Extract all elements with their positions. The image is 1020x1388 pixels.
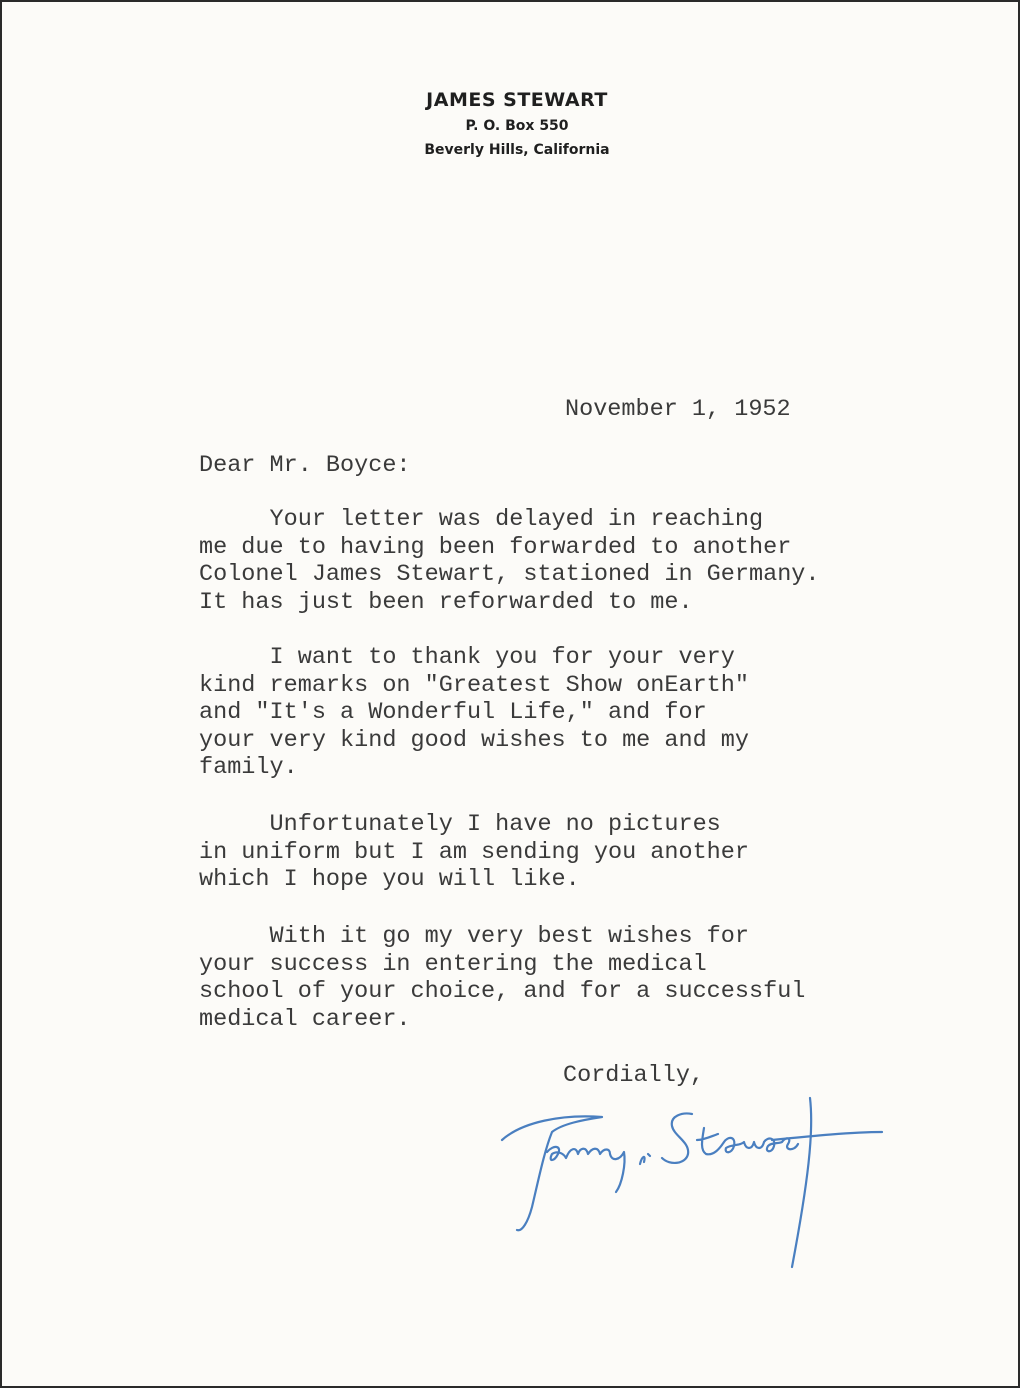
letter-paragraph-2: I want to thank you for your very kind remarks on "Greatest Show onEarth" and "It's a Wonderful Life," and for your very kind good wishes to me and my family. [199,644,749,782]
letterhead-address-line2: Beverly Hills, California [424,142,610,158]
letterhead [362,86,672,162]
letter-paragraph-1: Your letter was delayed in reaching me due to having been forwarded to another Colonel James Stewart, stationed in Germany. It has just been reforwarded to me. [199,506,820,616]
letter-salutation: Dear Mr. Boyce: [199,452,411,479]
letter-date: November 1, 1952 [565,396,791,423]
letter-paragraph-3: Unfortunately I have no pictures in uniform but I am sending you another which I hope you will like. [199,811,749,894]
letterhead-name: JAMES STEWART [426,89,608,111]
letterhead-address-line1: P. O. Box 550 [465,118,569,134]
signature-drawing [492,1092,892,1282]
handwritten-signature [492,1092,892,1282]
letter-closing: Cordially, [563,1062,705,1089]
letter-paragraph-4: With it go my very best wishes for your success in entering the medical school of your choice, and for a successful medical career. [199,923,806,1033]
